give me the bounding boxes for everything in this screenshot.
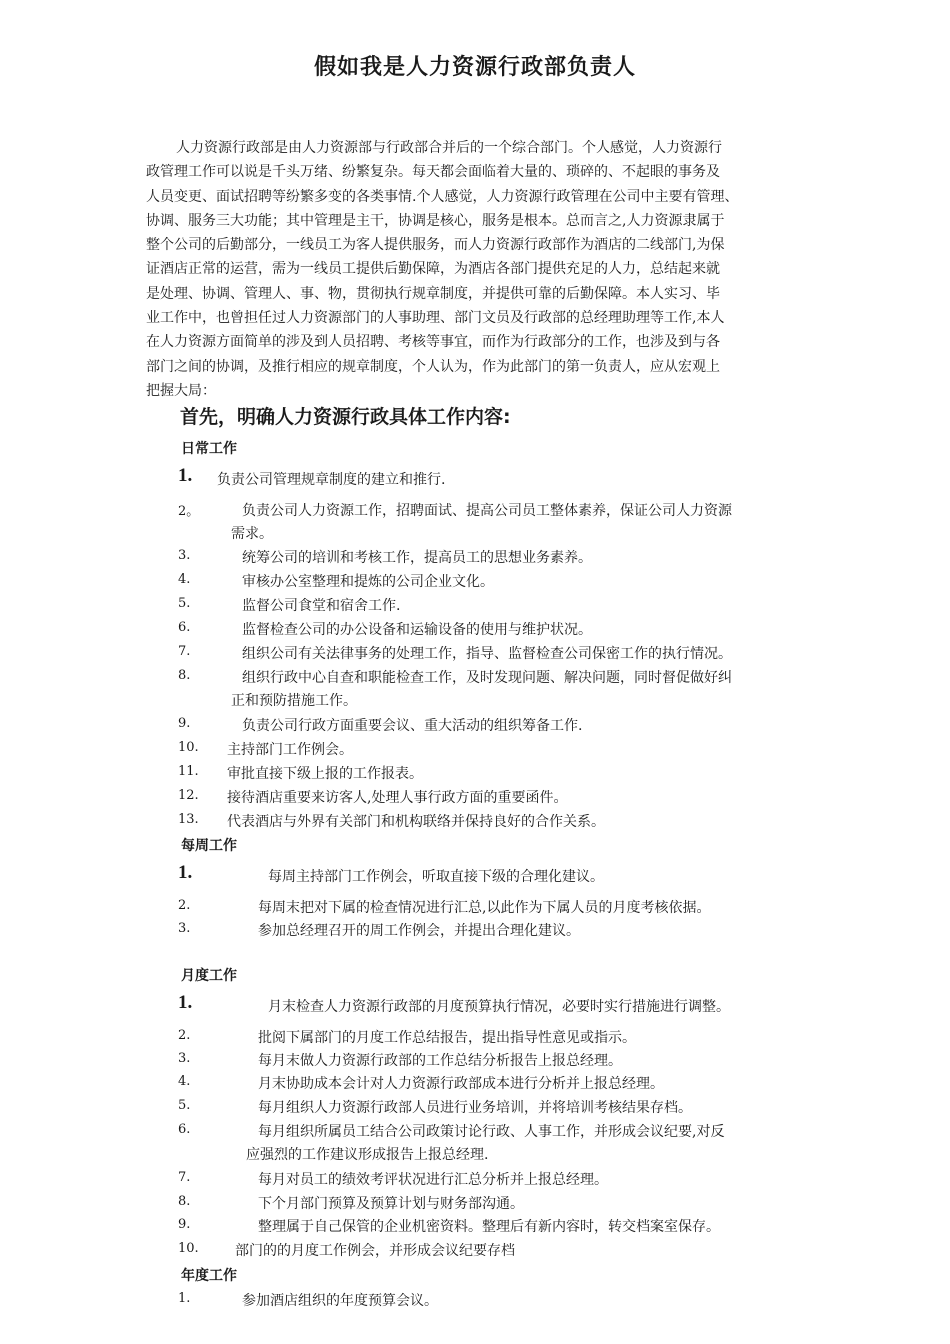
- intro-line: 是处理、协调、管理人、事、物，贯彻执行规章制度，并提供可靠的后勤保障。本人实习、毕: [146, 285, 720, 302]
- item-text: 组织行政中心自查和职能检查工作，及时发现问题、解决问题，同时督促做好纠: [242, 670, 732, 686]
- item-text: 负责公司管理规章制度的建立和推行.: [217, 472, 446, 488]
- item-text: 负责公司行政方面重要会议、重大活动的组织筹备工作.: [242, 718, 583, 734]
- monthly-item: [178, 992, 730, 1015]
- item-number: 10.: [178, 740, 199, 755]
- intro-line: 政管理工作可以说是千头万绪、纷繁复杂。每天都会面临着大量的、琐碎的、不起眼的事务及: [146, 164, 720, 181]
- item-text: 审核办公室整理和提炼的公司企业文化。: [242, 574, 494, 590]
- item-number: 9.: [178, 716, 191, 731]
- item-number: 3.: [178, 548, 191, 563]
- monthly-work-heading: 月度工作: [181, 968, 237, 984]
- intro-paragraph: [146, 136, 826, 403]
- item-number: 12.: [178, 788, 199, 803]
- item-number: 1.: [178, 862, 193, 883]
- item-number: 13.: [178, 812, 199, 827]
- item-text: 监督检查公司的办公设备和运输设备的使用与维护状况。: [242, 622, 592, 638]
- daily-item: [178, 643, 732, 662]
- monthly-item: [178, 1216, 720, 1235]
- intro-line: 部门之间的协调，及推行相应的规章制度，个人认为，作为此部门的第一负责人，应从宏观上: [146, 358, 720, 375]
- item-text: 参加酒店组织的年度预算会议。: [242, 1293, 438, 1309]
- daily-item: [178, 763, 423, 782]
- item-number: 4.: [178, 1074, 191, 1089]
- item-number: 9.: [178, 1217, 191, 1232]
- item-number: 3.: [178, 921, 191, 936]
- item-text: 接待酒店重要来访客人,处理人事行政方面的重要函件。: [227, 790, 568, 806]
- intro-line: 协调、服务三大功能；其中管理是主干，协调是核心，服务是根本。总而言之,人力资源隶属于: [146, 212, 725, 229]
- item-text: 监督公司食堂和宿舍工作.: [242, 598, 401, 614]
- item-number: 1.: [178, 1291, 191, 1306]
- daily-item: [178, 715, 583, 734]
- item-number: 5.: [178, 596, 191, 611]
- monthly-item: [178, 1193, 524, 1212]
- item-text: 月末协助成本会计对人力资源行政部成本进行分析并上报总经理。: [258, 1076, 664, 1092]
- daily-work-heading: 日常工作: [181, 441, 237, 457]
- item-text: 代表酒店与外界有关部门和机构联络并保持良好的合作关系。: [227, 814, 605, 830]
- daily-item: [178, 571, 494, 590]
- weekly-item: [178, 897, 711, 916]
- item-number: 7.: [178, 644, 191, 659]
- item-number: 10.: [178, 1241, 199, 1256]
- item-text: 每周末把对下属的检查情况进行汇总,以此作为下属人员的月度考核依据。: [258, 900, 711, 916]
- item-number: 6.: [178, 620, 191, 635]
- intro-line: 人力资源行政部是由人力资源部与行政部合并后的一个综合部门。个人感觉，人力资源行: [176, 140, 722, 156]
- item-text: 每月末做人力资源行政部的工作总结分析报告上报总经理。: [258, 1053, 622, 1069]
- monthly-item: [178, 1169, 608, 1188]
- daily-item: [178, 811, 605, 830]
- item-text: 组织公司有关法律事务的处理工作，指导、监督检查公司保密工作的执行情况。: [242, 646, 732, 662]
- section-heading: 首先，明确人力资源行政具体工作内容:: [180, 406, 511, 428]
- item-text-continued: 需求。: [231, 526, 273, 542]
- item-number: 3.: [178, 1051, 191, 1066]
- item-text: 月末检查人力资源行政部的月度预算执行情况，必要时实行措施进行调整。: [268, 999, 730, 1015]
- item-text: 每月对员工的绩效考评状况进行汇总分析并上报总经理。: [258, 1172, 608, 1188]
- item-text: 参加总经理召开的周工作例会，并提出合理化建议。: [258, 923, 580, 939]
- item-text-continued: 正和预防措施工作。: [231, 693, 357, 709]
- intro-line: 人员变更、面试招聘等纷繁多变的各类事情.个人感觉，人力资源行政管理在公司中主要有管理、: [146, 188, 739, 205]
- item-text: 每月组织人力资源行政部人员进行业务培训，并将培训考核结果存档。: [258, 1100, 692, 1116]
- intro-line: 把握大局：: [146, 382, 216, 399]
- item-number: 2.: [178, 1028, 191, 1043]
- intro-line: 在人力资源方面简单的涉及到人员招聘、考核等事宜，而作为行政部分的工作，也涉及到与各: [146, 334, 720, 351]
- item-number: 4.: [178, 572, 191, 587]
- item-text: 下个月部门预算及预算计划与财务部沟通。: [258, 1196, 524, 1212]
- item-text: 负责公司人力资源工作，招聘面试、提高公司员工整体素养，保证公司人力资源: [242, 503, 732, 519]
- daily-item: [178, 547, 592, 566]
- item-text: 每月组织所属员工结合公司政策讨论行政、人事工作，并形成会议纪要,对反: [258, 1124, 725, 1140]
- item-text: 每周主持部门工作例会，听取直接下级的合理化建议。: [268, 869, 604, 885]
- item-number: 11.: [178, 764, 199, 779]
- monthly-item: [178, 1027, 636, 1046]
- intro-line: 整个公司的后勤部分，一线员工为客人提供服务，而人力资源行政部作为酒店的二线部门,为保: [146, 237, 725, 254]
- item-number: 2.: [178, 898, 191, 913]
- weekly-work-heading: 每周工作: [181, 838, 237, 854]
- item-text: 主持部门工作例会。: [227, 742, 353, 758]
- daily-item: [178, 739, 353, 758]
- daily-item: [178, 500, 732, 542]
- item-number: 1.: [178, 992, 193, 1013]
- item-text: 整理属于自己保管的企业机密资料。整理后有新内容时，转交档案室保存。: [258, 1219, 720, 1235]
- item-number: 6.: [178, 1122, 191, 1137]
- item-text-continued: 应强烈的工作建议形成报告上报总经理.: [246, 1147, 489, 1163]
- item-text: 部门的的月度工作例会，并形成会议纪要存档: [235, 1243, 515, 1259]
- intro-line: 证酒店正常的运营，需为一线员工提供后勤保障，为酒店各部门提供充足的人力，总结起来就: [146, 261, 720, 278]
- daily-item: [178, 619, 592, 638]
- daily-item: [178, 595, 401, 614]
- item-number: 7.: [178, 1170, 191, 1185]
- monthly-item: [178, 1240, 515, 1259]
- monthly-item: [178, 1050, 622, 1069]
- item-number: 5.: [178, 1098, 191, 1113]
- annual-item: [178, 1290, 438, 1309]
- item-number: 8.: [178, 668, 191, 683]
- monthly-item: [178, 1073, 664, 1092]
- monthly-item: [178, 1097, 692, 1116]
- item-number: 1.: [178, 465, 193, 486]
- monthly-item: [178, 1121, 725, 1163]
- item-text: 统筹公司的培训和考核工作，提高员工的思想业务素养。: [242, 550, 592, 566]
- daily-item: [178, 787, 568, 806]
- weekly-item: [178, 920, 580, 939]
- item-text: 审批直接下级上报的工作报表。: [227, 766, 423, 782]
- intro-line: 业工作中，也曾担任过人力资源部门的人事助理、部门文员及行政部的总经理助理等工作,本人: [146, 310, 725, 327]
- item-number: 8.: [178, 1194, 191, 1209]
- daily-item: [178, 465, 446, 488]
- daily-item: [178, 667, 732, 709]
- item-number: 2。: [178, 504, 200, 519]
- item-text: 批阅下属部门的月度工作总结报告，提出指导性意见或指示。: [258, 1030, 636, 1046]
- document-title: 假如我是人力资源行政部负责人: [313, 55, 636, 80]
- weekly-item: [178, 862, 604, 885]
- annual-work-heading: 年度工作: [181, 1268, 237, 1284]
